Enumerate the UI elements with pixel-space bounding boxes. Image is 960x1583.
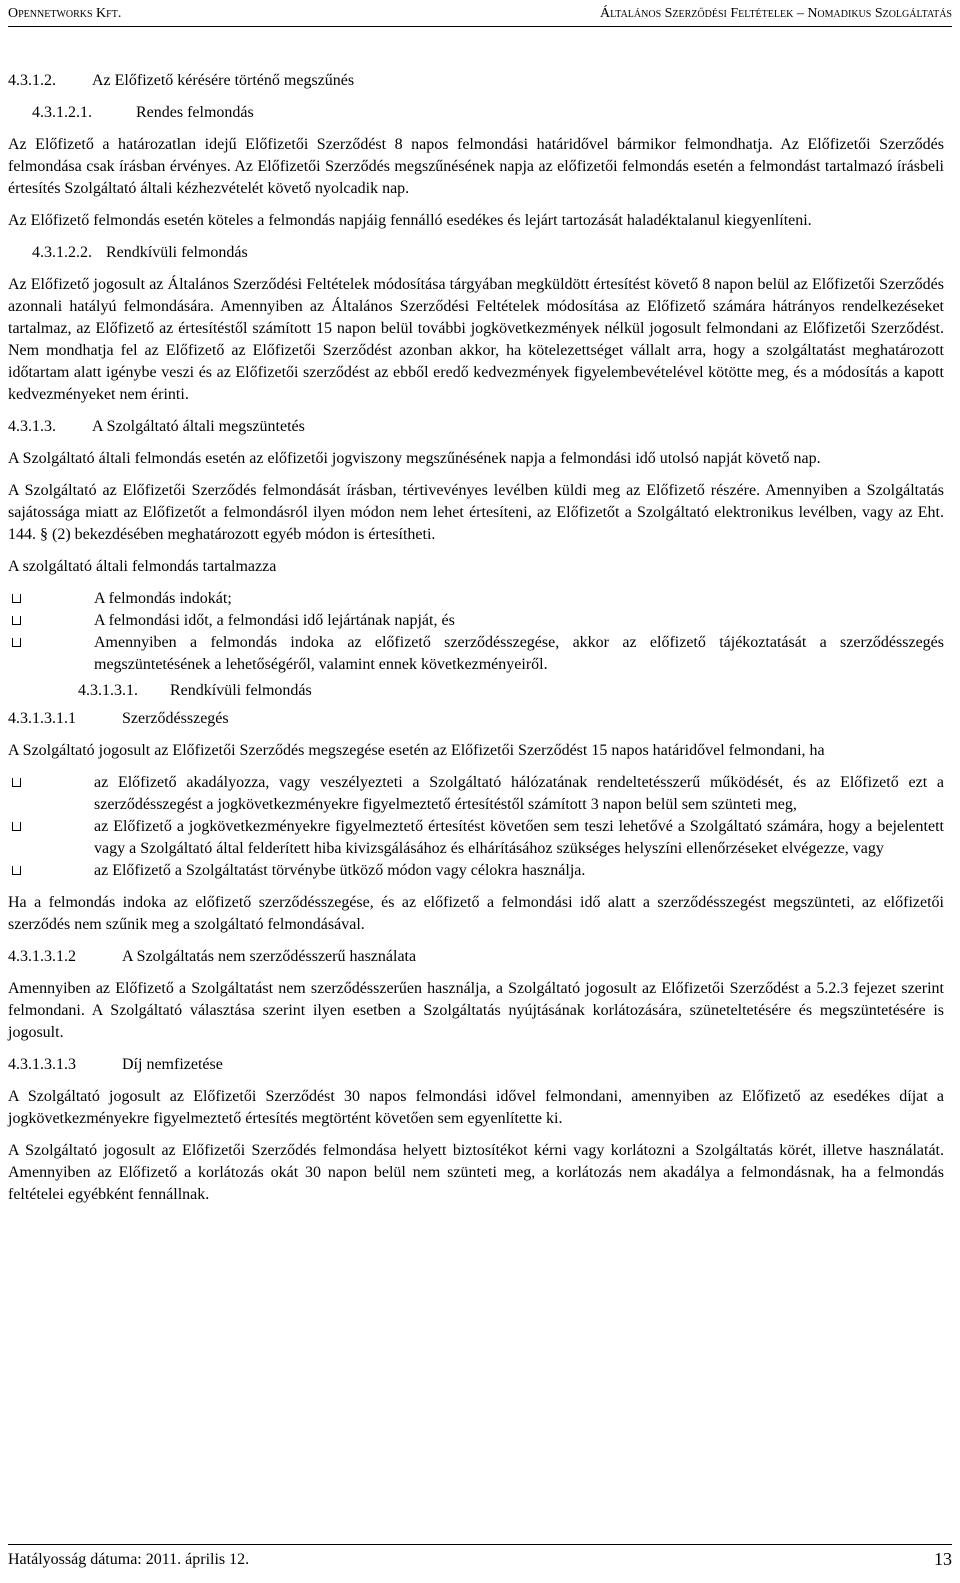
- section-heading: [8, 70, 944, 92]
- section-title: A Szolgáltató általi megszüntetés: [92, 418, 305, 435]
- subsection-number: 4.3.1.2.1.: [32, 104, 92, 121]
- subsection-heading: [32, 102, 944, 124]
- bullet-list: [8, 588, 944, 676]
- subsection-number: 4.3.1.3.1.: [78, 682, 138, 699]
- subsection-number: 4.3.1.2.2.: [32, 244, 92, 261]
- list-item: az Előfizető a jogkövetkezményekre figyelmeztető értesítést követően sem teszi lehetővé a Szolgáltató számára, hogy a bejelentett vagy a Szolgáltató által felderített hiba kivizsgálásához és elhárításához szükséges helyszíni ellenőrzéseket elvégezze, vagy: [8, 816, 944, 860]
- subsection-heading: [8, 1054, 944, 1076]
- paragraph: A Szolgáltató jogosult az Előfizetői Szerződést 30 napos felmondási idővel felmondani, amennyiben az Előfizető az esedékes díjat a jogkövetkezményekre figyelmeztető értesítés megtörtént követően sem egyenlítette ki.: [8, 1088, 944, 1127]
- square-bullet-icon: [12, 822, 20, 830]
- subsection-number: 4.3.1.3.1.1: [8, 710, 76, 727]
- subsection-title: Rendkívüli felmondás: [170, 682, 312, 699]
- subsection-heading: [8, 708, 944, 730]
- subsection-number: 4.3.1.3.1.3: [8, 1056, 76, 1073]
- section-number: 4.3.1.2.: [8, 72, 56, 89]
- subsection-heading: [8, 946, 944, 968]
- section-number: 4.3.1.3.: [8, 418, 56, 435]
- page-footer: [8, 1544, 952, 1577]
- square-bullet-icon: [12, 616, 20, 624]
- subsection-title: Rendes felmondás: [136, 104, 254, 121]
- paragraph: Ha a felmondás indoka az előfizető szerződésszegése, és az előfizető a felmondási idő alatt a szerződésszegést megszünteti, az előfizetői szerződés nem szűnik meg a szolgáltató felmondásával.: [8, 894, 944, 933]
- subsection-title: Díj nemfizetése: [122, 1056, 223, 1073]
- list-item: az Előfizető akadályozza, vagy veszélyezteti a Szolgáltató hálózatának rendeltetésszerű működését, és az Előfizető ezt a szerződésszegést a jogkövetkezményekre figyelmeztető értesítéstől számított 3 napon belül sem szünteti meg,: [8, 772, 944, 816]
- paragraph: A Szolgáltató általi felmondás esetén az előfizetői jogviszony megszűnésének napja a felmondási idő utolsó napját követő nap.: [8, 450, 821, 467]
- list-item: A felmondás indokát;: [8, 588, 944, 610]
- list-item: A felmondási időt, a felmondási idő lejártának napját, és: [8, 610, 944, 632]
- effective-date: Hatályosság dátuma: 2011. április 12.: [8, 1551, 250, 1568]
- paragraph: A Szolgáltató jogosult az Előfizetői Szerződés felmondása helyett biztosítékot kérni vagy korlátozni a Szolgáltatás körét, illetve használatát. Amennyiben az Előfizető a korlátozás okát 30 napon belül nem szünteti meg, a korlátozás nem akadálya a felmondásnak, ha a felmondás feltételei egyébként fennállnak.: [8, 1142, 944, 1203]
- square-bullet-icon: [12, 594, 20, 602]
- header-document-title: Általános Szerződési Feltételek – Nomadikus Szolgáltatás: [599, 6, 952, 21]
- paragraph: A szolgáltató általi felmondás tartalmazza: [8, 558, 277, 575]
- document-body: [8, 70, 944, 1216]
- square-bullet-icon: [12, 638, 20, 646]
- section-title: Az Előfizető kérésére történő megszűnés: [92, 72, 355, 89]
- square-bullet-icon: [12, 866, 20, 874]
- list-item: Amennyiben a felmondás indoka az előfizető szerződésszegése, akkor az előfizető tájékoztatását a szerződésszegés megszüntetésének a lehetőségéről, valamint ennek következményeiről.: [8, 632, 944, 676]
- paragraph: Az Előfizető jogosult az Általános Szerződési Feltételek módosítása tárgyában megküldött értesítést követő 8 napon belül az Előfizetői Szerződés azonnali hatályú felmondására. Amennyiben az Általános Szerződési Feltételek módosítása az Előfizető számára hátrányos rendelkezéseket tartalmaz, az Előfizető az értesítéstől számított 15 napon belül további jogkövetkezmények nélkül jogosult felmondani az Előfizetői Szerződést. Nem mondhatja fel az Előfizető az Előfizetői Szerződést azonban akkor, ha kötelezettséget vállalt arra, hogy a szolgáltatást meghatározott időtartam alatt igénybe veszi és az Előfizetői szerződést az ebből eredő kedvezmények figyelembevételével kötötte meg, és a módosítás a kapott kedvezményeket nem érinti.: [8, 276, 944, 403]
- paragraph: Az Előfizető a határozatlan idejű Előfizetői Szerződést 8 napos felmondási határidővel bármikor felmondhatja. Az Előfizetői Szerződés felmondása csak írásban érvényes. Az Előfizetői Szerződés megszűnésének napja az előfizetői felmondás esetén a felmondást tartalmazó írásbeli értesítés Szolgáltató általi kézhezvételét követő nyolcadik nap.: [8, 136, 944, 197]
- subsection-title: A Szolgáltatás nem szerződésszerű használata: [122, 948, 417, 965]
- paragraph: Az Előfizető felmondás esetén köteles a felmondás napjáig fennálló esedékes és lejárt tartozását haladéktalanul kiegyenlíteni.: [8, 212, 812, 229]
- subsection-heading: [78, 680, 944, 702]
- paragraph: A Szolgáltató az Előfizetői Szerződés felmondását írásban, tértivevényes levélben küldi meg az Előfizető részére. Amennyiben a Szolgáltatás sajátossága miatt az Előfizetőt a felmondásról ilyen módon nem lehet értesíteni, az Előfizetőt a Szolgáltató elektronikus levélben, vagy az Eht. 144. § (2) bekezdésében meghatározott egyéb módon is értesítheti.: [8, 482, 944, 543]
- bullet-list: [8, 772, 944, 882]
- paragraph: Amennyiben az Előfizető a Szolgáltatást nem szerződésszerűen használja, a Szolgáltató jogosult az Előfizetői Szerződést a 5.2.3 fejezet szerint felmondani. A Szolgáltató választása szerint ilyen esetben a Szolgáltatás nyújtásának korlátozására, szüneteltetésére és megszüntetésére is jogosult.: [8, 980, 944, 1041]
- header-company: Opennetworks Kft.: [8, 6, 122, 21]
- subsection-number: 4.3.1.3.1.2: [8, 948, 76, 965]
- subsection-title: Rendkívüli felmondás: [106, 244, 248, 261]
- square-bullet-icon: [12, 778, 20, 786]
- paragraph: A Szolgáltató jogosult az Előfizetői Szerződés megszegése esetén az Előfizetői Szerződést 15 napos határidővel felmondani, ha: [8, 742, 825, 759]
- page-header: [8, 2, 952, 27]
- section-heading: [8, 416, 944, 438]
- subsection-title: Szerződésszegés: [122, 710, 229, 727]
- subsection-heading: [32, 242, 944, 264]
- list-item: az Előfizető a Szolgáltatást törvénybe ütköző módon vagy célokra használja.: [8, 860, 944, 882]
- page-number: 13: [934, 1549, 952, 1569]
